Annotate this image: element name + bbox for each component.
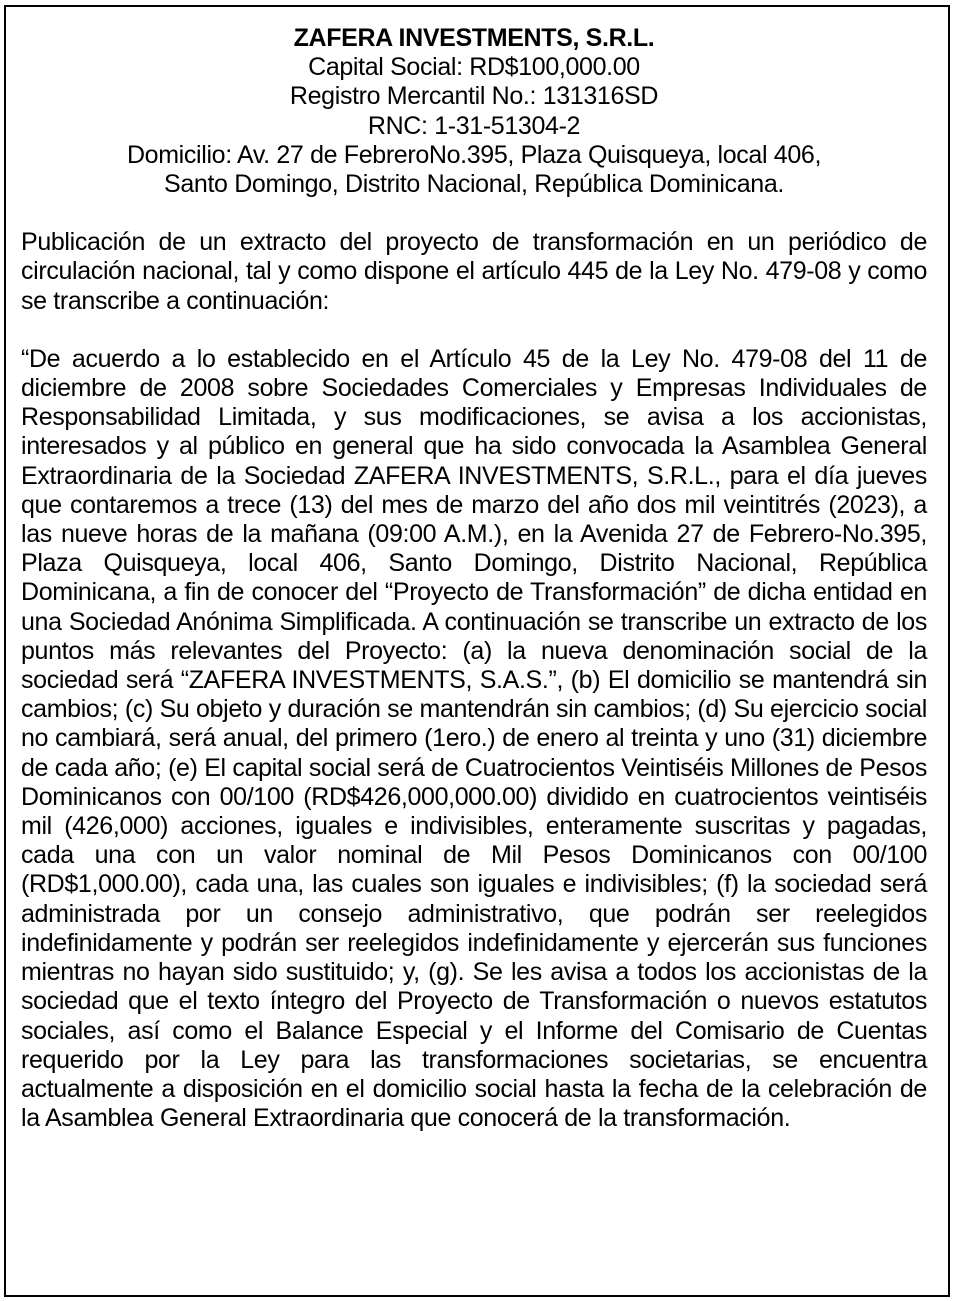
domicilio-line-2: Santo Domingo, Distrito Nacional, República Dominicana.	[164, 170, 784, 199]
notice-header	[21, 24, 927, 199]
registro-mercantil: Registro Mercantil No.: 131316SD	[289, 82, 659, 111]
intro-paragraph: Publicación de un extracto del proyecto de transformación en un periódico de circulación nacional, tal y como dispone el artículo 445 de la Ley No. 479-08 y como se transcribe a continuación:	[21, 228, 927, 315]
domicilio-line-1: Domicilio: Av. 27 de FebreroNo.395, Plaza Quisqueya, local 406,	[126, 140, 822, 169]
rnc-number: RNC: 1-31-51304-2	[367, 111, 581, 140]
capital-social: Capital Social: RD$100,000.00	[308, 53, 640, 82]
company-name: ZAFERA INVESTMENTS, S.R.L.	[293, 24, 655, 52]
body-paragraph: “De acuerdo a lo establecido en el Artículo 45 de la Ley No. 479-08 del 11 de diciembre de 2008 sobre Sociedades Comerciales y Empresas Individuales de Responsabilidad Limitada, y sus modificaciones, se avisa a los accionistas, interesados y al público en general que ha sido convocada la Asamblea General Extraordinaria de la Sociedad ZAFERA INVESTMENTS, S.R.L., para el día jueves que contaremos a trece (13) del mes de marzo del año dos mil veintitrés (2023), a las nueve horas de la mañana (09:00 A.M.), en la Avenida 27 de Febrero-No.395, Plaza Quisqueya, local 406, Santo Domingo, Distrito Nacional, República Dominicana, a fin de conocer del “Proyecto de Transformación” de dicha entidad en una Sociedad Anónima Simplificada. A continuación se transcribe un extracto de los puntos más relevantes del Proyecto: (a) la nueva denominación social de la sociedad será “ZAFERA INVESTMENTS, S.A.S.”, (b) El domicilio se mantendrá sin cambios; (c) Su objeto y duración se mantendrán sin cambios; (d) Su ejercicio social no cambiará, será anual, del primero (1ero.) de enero al treinta y uno (31) diciembre de cada año; (e) El capital social será de Cuatrocientos Veintiséis Millones de Pesos Dominicanos con 00/100 (RD$426,000,000.00) dividido en cuatrocientos veintiséis mil (426,000) acciones, iguales e indivisibles, enteramente suscritas y pagadas, cada una con un valor nominal de Mil Pesos Dominicanos con 00/100 (RD$1,000.00), cada una, las cuales son iguales e indivisibles; (f) la sociedad será administrada por un consejo administrativo, que podrán ser reelegidos indefinidamente y podrán ser reelegidos indefinidamente y ejercerán sus funciones mientras no hayan sido sustituido; y, (g). Se les avisa a todos los accionistas de la sociedad que el texto íntegro del Proyecto de Transformación o nuevos estatutos sociales, así como el Balance Especial y el Informe del Comisario de Cuentas requerido por la Ley para las transformaciones societarias, se encuentra actualmente a disposición en el domicilio social hasta la fecha de la celebración de la Asamblea General Extraordinaria que conocerá de la transformación.	[21, 344, 927, 1133]
legal-notice	[21, 24, 927, 1133]
